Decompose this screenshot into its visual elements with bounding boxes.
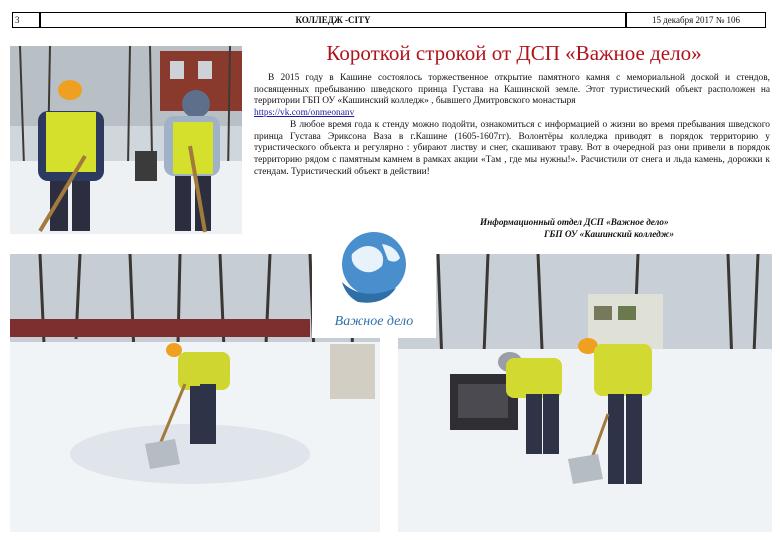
vk-link[interactable]: https://vk.com/onmeonanv bbox=[254, 108, 355, 119]
article-title: Короткой строкой от ДСП «Важное дело» bbox=[326, 41, 702, 65]
signature-line-1: Информационный отдел ДСП «Важное дело» bbox=[480, 217, 669, 227]
photo-volunteers-at-memorial-stone bbox=[398, 254, 772, 532]
page-number: 3 bbox=[12, 12, 40, 28]
signature-line-2: ГБП ОУ «Кашинский колледж» bbox=[544, 229, 675, 239]
vazhnoe-delo-logo bbox=[312, 218, 436, 338]
photo-volunteers-portrait bbox=[10, 46, 242, 234]
article-paragraph-1: В 2015 году в Кашине состоялось торжественное открытие памятного камня с мемориальной доской и стендов, посвященных пребыванию шведского принца Густава на Кашинской земле. Этот туристический объект расположен на территории ГБП ОУ «Кашинский колледж» , бывшего Дмитровского монастыря bbox=[254, 73, 770, 107]
logo-text: Важное дело bbox=[334, 314, 414, 329]
newspaper-name: КОЛЛЕДЖ -CITY bbox=[40, 12, 626, 28]
article-paragraph-2: В любое время года к стенду можно подойти, ознакомиться с информацией о жизни во время пребывания шведского принца Густава Эриксона Ваза в г.Кашине (1605-1607гг). Волонтёры колледжа приводят в порядок территорию у туристического объекта и регулярно : убирают листву и снег, скашивают траву. Вот в очередной раз они привели в порядок территорию рядом с памятным камнем в рамках акции «Там , где мы нужны!». Расчистили от снега и льда камень, дорожки к стендам. Туристический объект в действии! bbox=[254, 119, 770, 177]
article-body bbox=[254, 73, 770, 178]
issue-date: 15 декабря 2017 № 106 bbox=[626, 12, 766, 28]
